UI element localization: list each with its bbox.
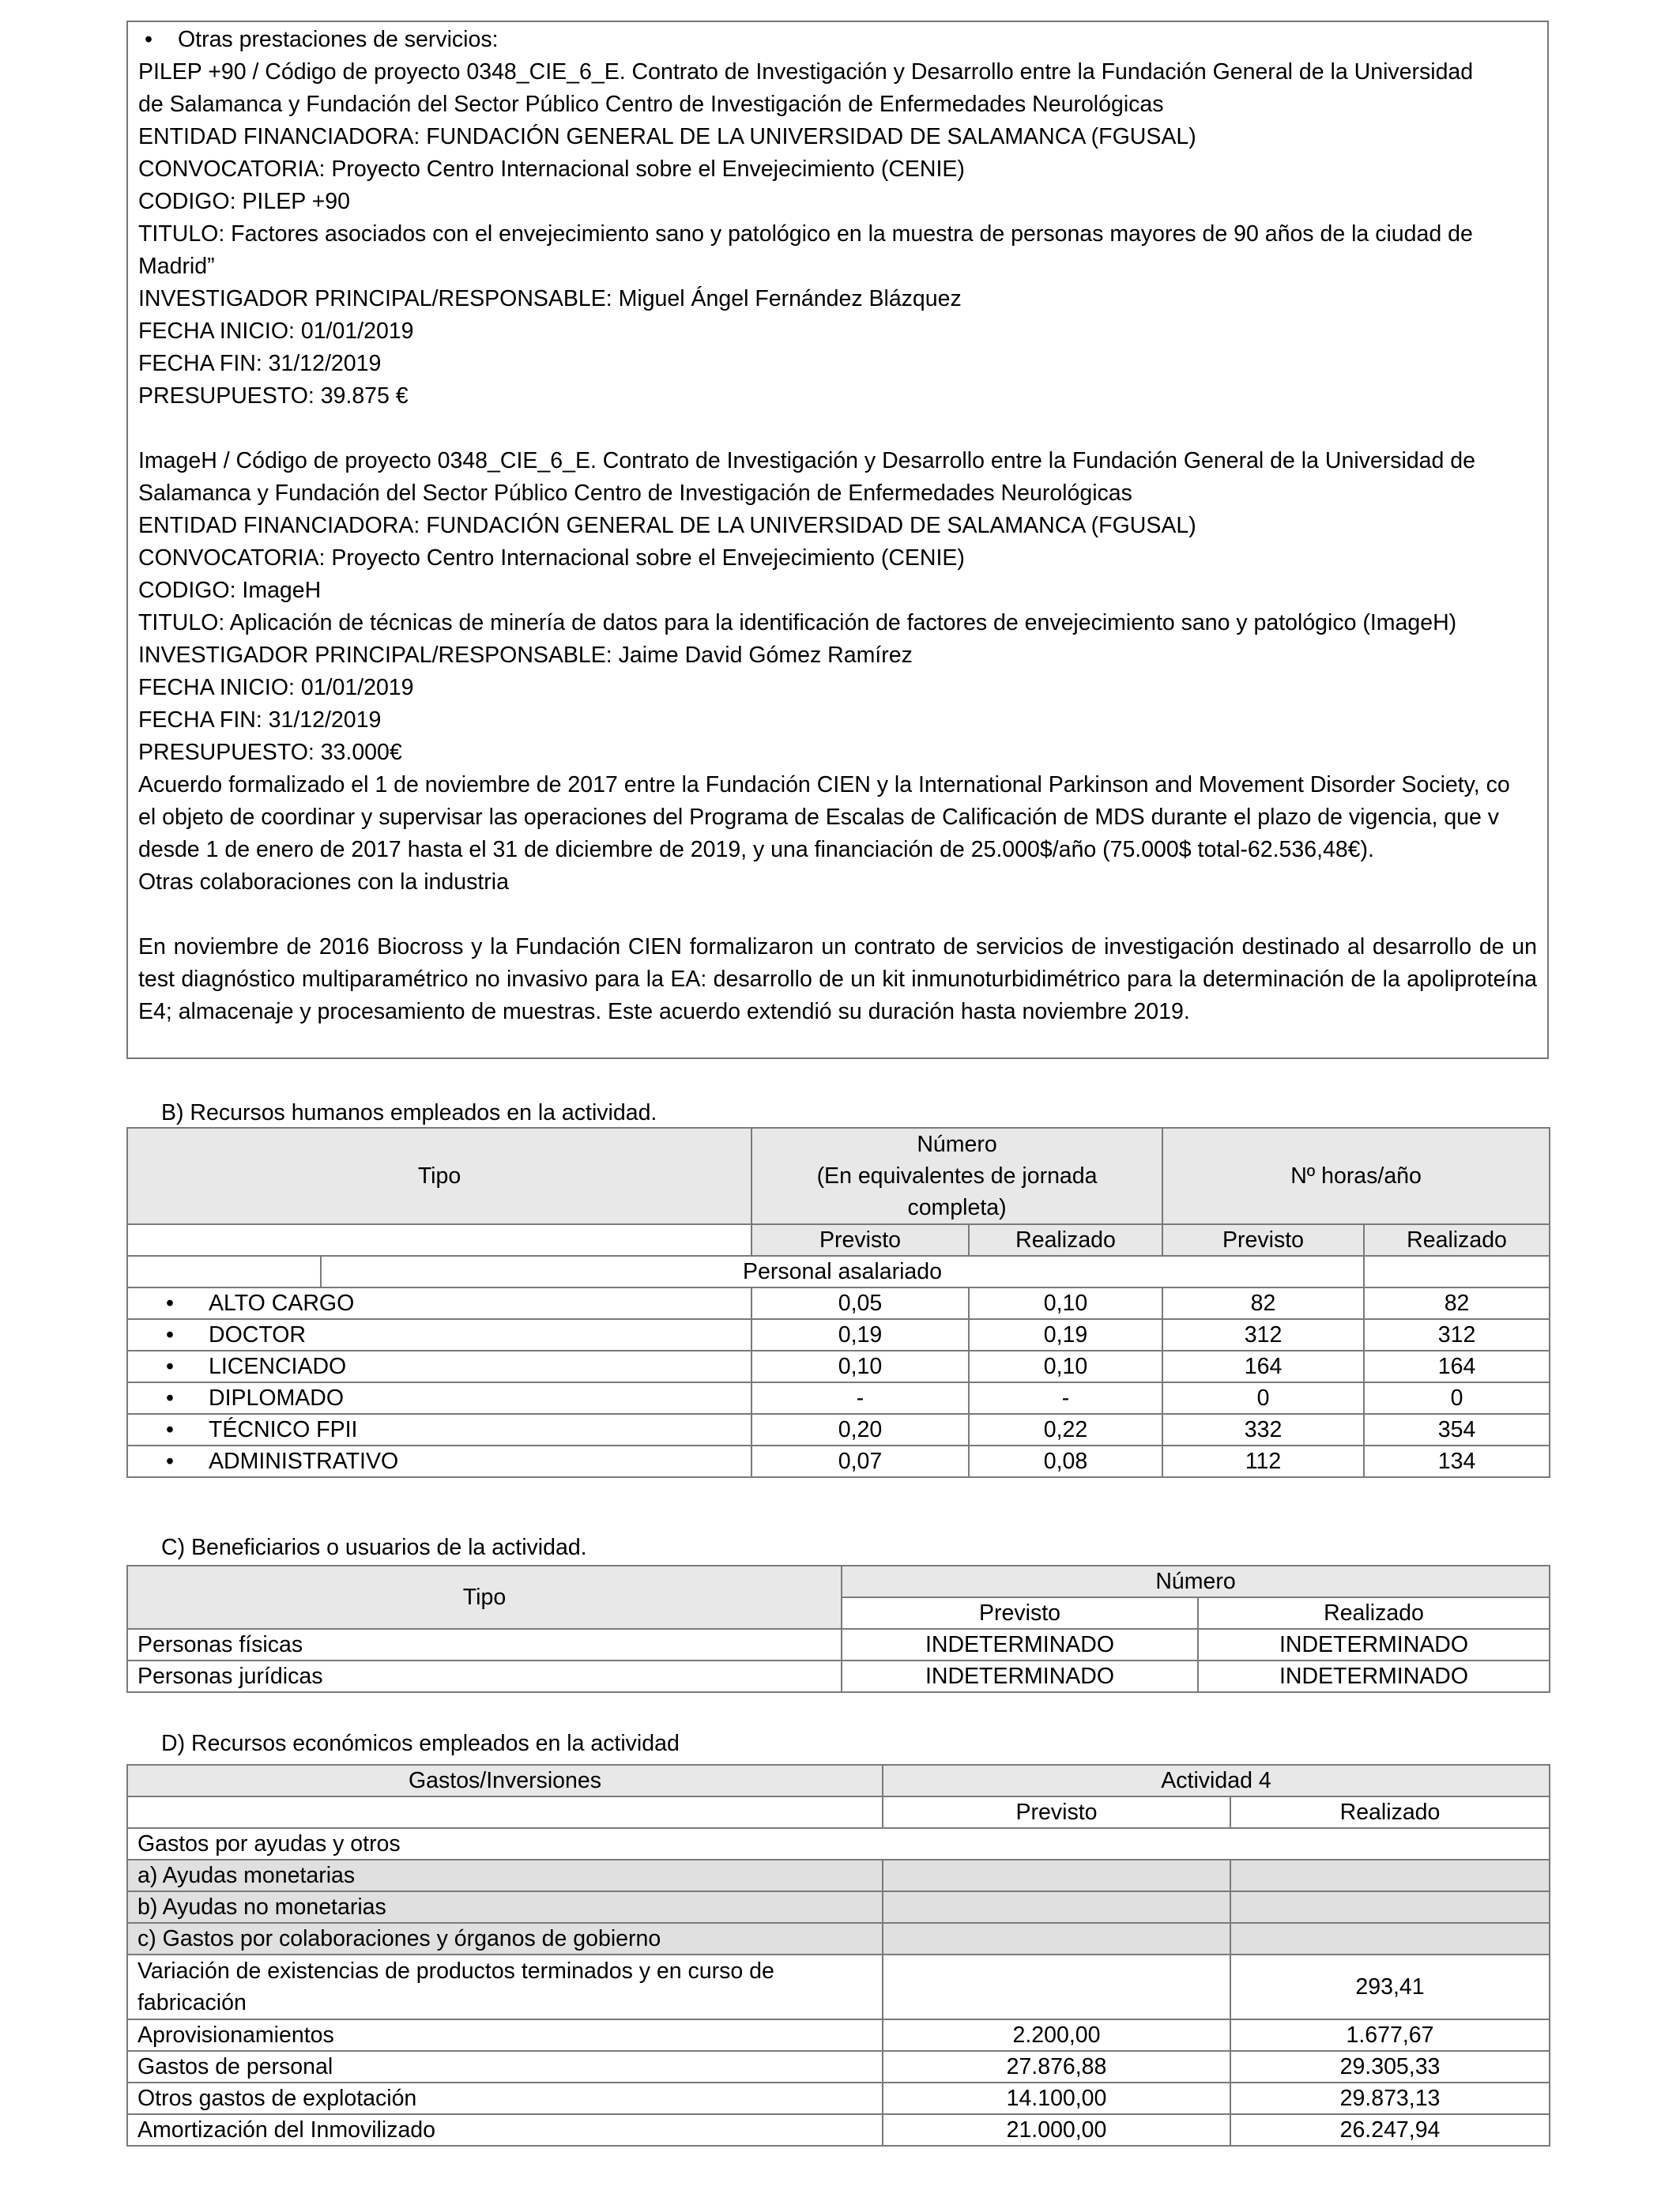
bullet-icon: • <box>166 1385 174 1411</box>
services-line: desde 1 de enero de 2017 hasta el 31 de diciembre de 2019, y una financiación de 25.000$/año (75.000$ total-62.536,48€). <box>138 837 1374 862</box>
bullet-icon: • <box>145 27 153 52</box>
ben-header-realizado: Realizado <box>1198 1597 1550 1629</box>
hr-cell-h-real: 134 <box>1364 1446 1550 1477</box>
services-line: CODIGO: PILEP +90 <box>138 189 350 214</box>
ben-cell-tipo: Personas físicas <box>127 1629 842 1661</box>
hr-cell-num-prev: - <box>751 1382 969 1414</box>
hr-cell-h-prev: 312 <box>1162 1319 1364 1351</box>
hr-cell-h-prev: 82 <box>1162 1287 1364 1319</box>
hr-header-horas: Nº horas/año <box>1162 1128 1550 1224</box>
table-row <box>127 2114 1550 2146</box>
services-line: INVESTIGADOR PRINCIPAL/RESPONSABLE: Jaime David Gómez Ramírez <box>138 643 913 668</box>
ben-cell-previsto: INDETERMINADO <box>842 1661 1198 1692</box>
ben-cell-realizado: INDETERMINADO <box>1198 1629 1550 1661</box>
hr-row-tipo-label: ALTO CARGO <box>209 1291 355 1316</box>
services-line: el objeto de coordinar y supervisar las operaciones del Programa de Escalas de Calificación de MDS durante el plazo de vigencia, que v <box>138 805 1500 830</box>
ben-header-tipo: Tipo <box>127 1566 842 1629</box>
hr-row-tipo <box>127 1446 751 1477</box>
hr-header-h-previsto: Previsto <box>1162 1224 1364 1256</box>
hr-cell-h-real: 354 <box>1364 1414 1550 1446</box>
hr-cell-h-prev: 0 <box>1162 1382 1364 1414</box>
services-heading-text: Otras prestaciones de servicios: <box>178 27 499 52</box>
hr-row-tipo <box>127 1382 751 1414</box>
eco-cell-label: Amortización del Inmovilizado <box>127 2114 883 2146</box>
hr-header-numero-sub1: (En equivalentes de jornada <box>816 1163 1098 1189</box>
services-line: TITULO: Factores asociados con el envejecimiento sano y patológico en la muestra de personas mayores de 90 años de la ciudad de <box>138 221 1473 247</box>
services-line: ENTIDAD FINANCIADORA: FUNDACIÓN GENERAL DE LA UNIVERSIDAD DE SALAMANCA (FGUSAL) <box>138 124 1196 149</box>
hr-cell-num-real: 0,10 <box>969 1351 1162 1382</box>
hr-cell-num-real: 0,10 <box>969 1287 1162 1319</box>
hr-header-num-realizado: Realizado <box>969 1224 1162 1256</box>
services-line: Otras colaboraciones con la industria <box>138 869 509 895</box>
eco-cell-realizado: 293,41 <box>1230 1955 1550 2019</box>
services-box-content <box>138 24 1549 1028</box>
hr-cell-num-prev: 0,20 <box>751 1414 969 1446</box>
eco-header-realizado: Realizado <box>1230 1796 1550 1828</box>
services-line: Salamanca y Fundación del Sector Público Centro de Investigación de Enfermedades Neurológicas <box>138 481 1132 506</box>
hr-row-tipo <box>127 1414 751 1446</box>
eco-cell-realizado <box>1230 1923 1550 1955</box>
ben-header-previsto: Previsto <box>842 1597 1198 1629</box>
services-line: FECHA INICIO: 01/01/2019 <box>138 675 414 700</box>
section-b-title: B) Recursos humanos empleados en la actividad. <box>161 1100 657 1125</box>
eco-header-previsto: Previsto <box>883 1796 1230 1828</box>
hr-cell-h-real: 0 <box>1364 1382 1550 1414</box>
services-line <box>138 899 1549 931</box>
eco-cell-realizado <box>1230 1891 1550 1923</box>
eco-rows <box>127 1828 1550 2146</box>
hr-cell-num-real: 0,19 <box>969 1319 1162 1351</box>
table-row <box>127 1319 1550 1351</box>
eco-cell-previsto <box>883 1923 1230 1955</box>
hr-cell-h-real: 312 <box>1364 1319 1550 1351</box>
eco-cell-previsto <box>883 1891 1230 1923</box>
bullet-icon: • <box>166 1354 174 1379</box>
table-row <box>127 1287 1550 1319</box>
hr-cell-num-prev: 0,07 <box>751 1446 969 1477</box>
ben-cell-tipo: Personas jurídicas <box>127 1661 842 1692</box>
eco-cell-previsto: 27.876,88 <box>883 2051 1230 2083</box>
hr-row-tipo-label: DOCTOR <box>209 1322 306 1348</box>
eco-cell-realizado: 29.873,13 <box>1230 2083 1550 2114</box>
table-row <box>127 1923 1550 1955</box>
hr-row-tipo <box>127 1319 751 1351</box>
table-row <box>127 2083 1550 2114</box>
eco-header-gastos: Gastos/Inversiones <box>127 1765 883 1796</box>
services-line: ImageH / Código de proyecto 0348_CIE_6_E. Contrato de Investigación y Desarrollo entre la Fundación General de la Universidad de <box>138 448 1475 473</box>
section-c-title: C) Beneficiarios o usuarios de la actividad. <box>161 1535 587 1560</box>
hr-row-tipo <box>127 1351 751 1382</box>
services-line: Madrid” <box>138 254 215 279</box>
eco-cell-label: Gastos por ayudas y otros <box>127 1828 1550 1860</box>
services-line: Acuerdo formalizado el 1 de noviembre de 2017 entre la Fundación CIEN y la International Parkinson and Movement Disorder Society, co <box>138 772 1510 797</box>
eco-cell-previsto: 14.100,00 <box>883 2083 1230 2114</box>
hr-cell-h-prev: 332 <box>1162 1414 1364 1446</box>
services-line: FECHA FIN: 31/12/2019 <box>138 707 382 733</box>
eco-cell-realizado: 29.305,33 <box>1230 2051 1550 2083</box>
eco-cell-label: a) Ayudas monetarias <box>127 1860 883 1891</box>
table-row <box>127 1891 1550 1923</box>
services-line: PILEP +90 / Código de proyecto 0348_CIE_6_E. Contrato de Investigación y Desarrollo entre la Fundación General de la Universidad <box>138 59 1474 85</box>
services-line: CODIGO: ImageH <box>138 578 322 603</box>
hr-cell-h-real: 82 <box>1364 1287 1550 1319</box>
ben-cell-previsto: INDETERMINADO <box>842 1629 1198 1661</box>
bullet-icon: • <box>166 1449 174 1474</box>
table-row <box>127 1351 1550 1382</box>
table-row <box>127 1860 1550 1891</box>
bullet-icon: • <box>166 1291 174 1316</box>
table-row <box>127 2051 1550 2083</box>
table-row <box>127 1446 1550 1477</box>
eco-cell-label: Variación de existencias de productos terminados y en curso de fabricación <box>127 1955 883 2019</box>
eco-header-actividad: Actividad 4 <box>883 1765 1550 1796</box>
hr-header-numero-label: Número <box>917 1132 997 1157</box>
hr-cell-h-prev: 112 <box>1162 1446 1364 1477</box>
ben-rows <box>127 1629 1550 1692</box>
eco-cell-label: Gastos de personal <box>127 2051 883 2083</box>
hr-header-numero <box>751 1128 1162 1224</box>
table-row <box>127 1382 1550 1414</box>
services-line: FECHA FIN: 31/12/2019 <box>138 351 382 376</box>
biocross-paragraph: En noviembre de 2016 Biocross y la Fundación CIEN formalizaron un contrato de servicios de investigación destinado al desarrollo de un test diagnóstico multiparamétrico no invasivo para la EA: desarrollo de un kit inmunoturbidimétrico para la determinación de la apoliproteína E4; almacenaje y procesamiento de muestras. Este acuerdo extendió su duración hasta noviembre 2019. <box>138 934 1537 1024</box>
beneficiaries-table <box>126 1565 1550 1693</box>
bullet-icon: • <box>166 1417 174 1442</box>
hr-cell-num-prev: 0,10 <box>751 1351 969 1382</box>
services-line: ENTIDAD FINANCIADORA: FUNDACIÓN GENERAL DE LA UNIVERSIDAD DE SALAMANCA (FGUSAL) <box>138 513 1196 538</box>
table-row <box>127 1828 1550 1860</box>
hr-row-tipo-label: LICENCIADO <box>209 1354 347 1379</box>
services-line: FECHA INICIO: 01/01/2019 <box>138 319 414 344</box>
table-row <box>127 1955 1550 2019</box>
hr-header-numero-sub2: completa) <box>907 1195 1007 1220</box>
hr-cell-h-prev: 164 <box>1162 1351 1364 1382</box>
hr-rows <box>127 1287 1550 1477</box>
hr-header-tipo: Tipo <box>127 1128 751 1224</box>
table-row <box>127 1661 1550 1692</box>
services-heading <box>138 24 1549 56</box>
ben-header-numero: Número <box>842 1566 1550 1597</box>
services-line: de Salamanca y Fundación del Sector Público Centro de Investigación de Enfermedades Neurológicas <box>138 92 1164 117</box>
eco-cell-realizado <box>1230 1860 1550 1891</box>
hr-row-tipo <box>127 1287 751 1319</box>
table-row <box>127 1414 1550 1446</box>
section-d-title: D) Recursos económicos empleados en la actividad <box>161 1731 680 1756</box>
hr-cell-num-prev: 0,19 <box>751 1319 969 1351</box>
eco-cell-label: Aprovisionamientos <box>127 2019 883 2051</box>
services-line: PRESUPUESTO: 39.875 € <box>138 383 409 409</box>
hr-row-tipo-label: DIPLOMADO <box>209 1385 345 1411</box>
human-resources-table <box>126 1127 1550 1478</box>
eco-cell-previsto: 2.200,00 <box>883 2019 1230 2051</box>
eco-cell-label: Otros gastos de explotación <box>127 2083 883 2114</box>
hr-cell-num-real: 0,08 <box>969 1446 1162 1477</box>
hr-row-tipo-label: TÉCNICO FPII <box>209 1417 358 1442</box>
hr-cell-num-real: - <box>969 1382 1162 1414</box>
eco-cell-previsto <box>883 1860 1230 1891</box>
ben-cell-realizado: INDETERMINADO <box>1198 1661 1550 1692</box>
eco-cell-label: c) Gastos por colaboraciones y órganos de gobierno <box>127 1923 883 1955</box>
hr-row-tipo-label: ADMINISTRATIVO <box>209 1449 399 1474</box>
services-line: CONVOCATORIA: Proyecto Centro Internacional sobre el Envejecimiento (CENIE) <box>138 545 965 571</box>
services-line: PRESUPUESTO: 33.000€ <box>138 740 402 765</box>
hr-cell-h-real: 164 <box>1364 1351 1550 1382</box>
economic-resources-table <box>126 1764 1550 2147</box>
services-line: CONVOCATORIA: Proyecto Centro Internacional sobre el Envejecimiento (CENIE) <box>138 156 965 182</box>
eco-cell-realizado: 1.677,67 <box>1230 2019 1550 2051</box>
hr-header-h-realizado: Realizado <box>1364 1224 1550 1256</box>
services-box <box>126 21 1549 1059</box>
eco-cell-realizado: 26.247,94 <box>1230 2114 1550 2146</box>
hr-group-label: Personal asalariado <box>321 1256 1364 1287</box>
hr-cell-num-prev: 0,05 <box>751 1287 969 1319</box>
services-line: INVESTIGADOR PRINCIPAL/RESPONSABLE: Miguel Ángel Fernández Blázquez <box>138 286 962 311</box>
services-line: TITULO: Aplicación de técnicas de minería de datos para la identificación de factores de envejecimiento sano y patológico (ImageH) <box>138 610 1457 635</box>
eco-cell-previsto: 21.000,00 <box>883 2114 1230 2146</box>
hr-cell-num-real: 0,22 <box>969 1414 1162 1446</box>
services-line <box>138 413 1549 445</box>
services-lines <box>138 56 1549 931</box>
eco-cell-label: b) Ayudas no monetarias <box>127 1891 883 1923</box>
table-row <box>127 1629 1550 1661</box>
table-row <box>127 2019 1550 2051</box>
eco-cell-previsto <box>883 1955 1230 2019</box>
hr-header-num-previsto: Previsto <box>751 1224 969 1256</box>
bullet-icon: • <box>166 1322 174 1348</box>
